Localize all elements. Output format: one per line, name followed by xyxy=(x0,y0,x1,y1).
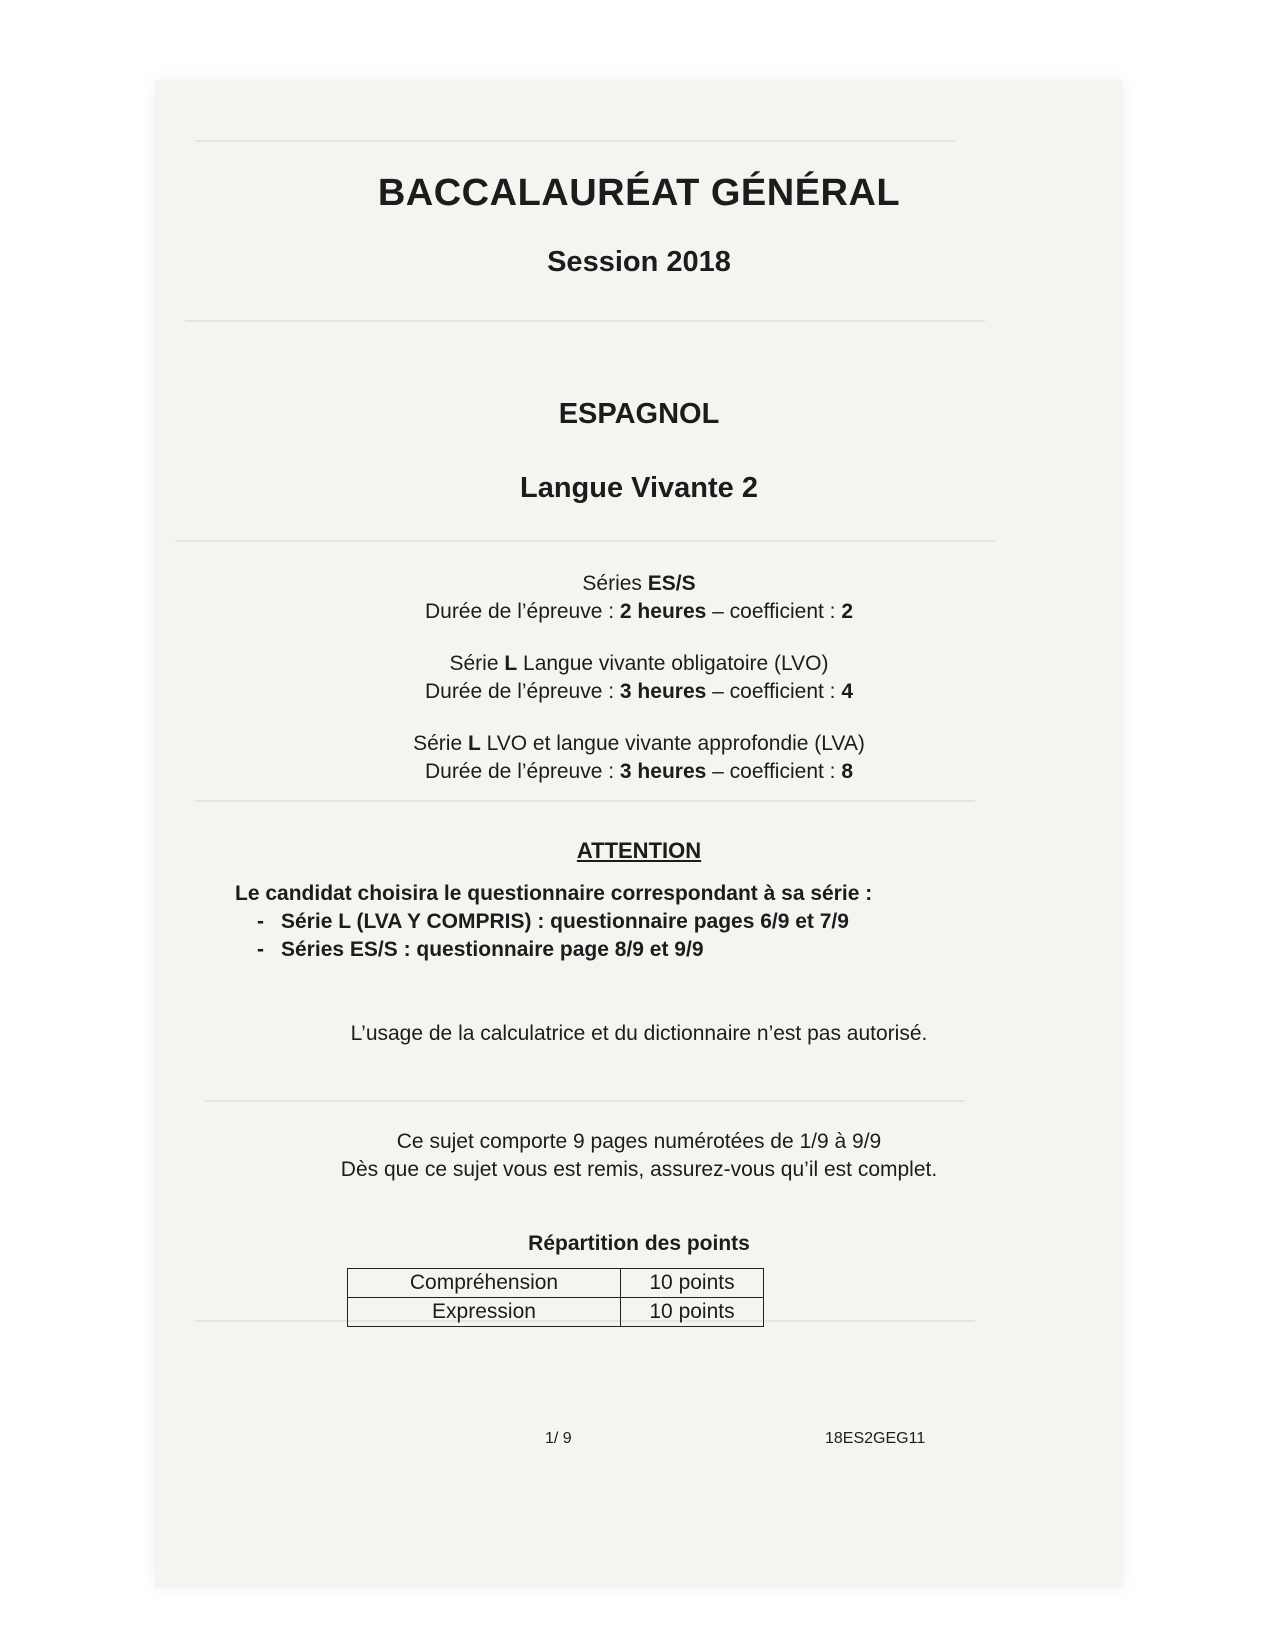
exam-title: BACCALAURÉAT GÉNÉRAL xyxy=(377,172,901,214)
list-item: - Série L (LVA Y COMPRIS) : questionnaire pages 6/9 et 7/9 xyxy=(257,908,872,936)
calculator-note: L’usage de la calculatrice et du dictionnaire n’est pas autorisé. xyxy=(350,1022,928,1045)
series-line: Séries ES/S xyxy=(582,572,696,595)
duration-line: Durée de l’épreuve : 3 heures – coefficient : 8 xyxy=(424,760,854,783)
table-row xyxy=(348,1269,764,1298)
session-year: Session 2018 xyxy=(547,246,731,278)
series-line: Série L Langue vivante obligatoire (LVO) xyxy=(449,652,829,675)
series-block-l-lvo xyxy=(155,650,1123,706)
attention-heading: ATTENTION xyxy=(576,838,702,863)
page-count-notes xyxy=(155,1128,1123,1184)
subject-name: ESPAGNOL xyxy=(558,398,720,430)
instruction-text: Le candidat choisira le questionnaire correspondant à sa série : xyxy=(235,882,873,905)
table-cell-points: 10 points xyxy=(621,1298,764,1327)
candidate-instructions xyxy=(235,880,872,964)
language-level: Langue Vivante 2 xyxy=(520,472,758,504)
duration-line: Durée de l’épreuve : 3 heures – coefficient : 4 xyxy=(424,680,854,703)
completeness-line: Dès que ce sujet vous est remis, assurez-vous qu’il est complet. xyxy=(340,1158,938,1181)
series-block-l-lva xyxy=(155,730,1123,786)
page-number: 1/ 9 xyxy=(545,1430,572,1447)
questionnaire-list xyxy=(235,908,872,964)
points-title: Répartition des points xyxy=(528,1232,750,1255)
table-row xyxy=(348,1298,764,1327)
table-cell-section: Expression xyxy=(348,1298,621,1327)
exam-cover-page xyxy=(155,80,1123,1588)
list-item: - Séries ES/S : questionnaire page 8/9 et 9/9 xyxy=(257,936,872,964)
page-count-line: Ce sujet comporte 9 pages numérotées de 1/9 à 9/9 xyxy=(396,1130,882,1153)
series-line: Série L LVO et langue vivante approfondie (LVA) xyxy=(413,732,865,755)
points-table xyxy=(347,1268,764,1327)
table-cell-section: Compréhension xyxy=(348,1269,621,1298)
duration-line: Durée de l’épreuve : 2 heures – coefficient : 2 xyxy=(424,600,854,623)
series-block-es-s xyxy=(155,570,1123,626)
subject-code: 18ES2GEG11 xyxy=(825,1430,926,1447)
table-cell-points: 10 points xyxy=(621,1269,764,1298)
